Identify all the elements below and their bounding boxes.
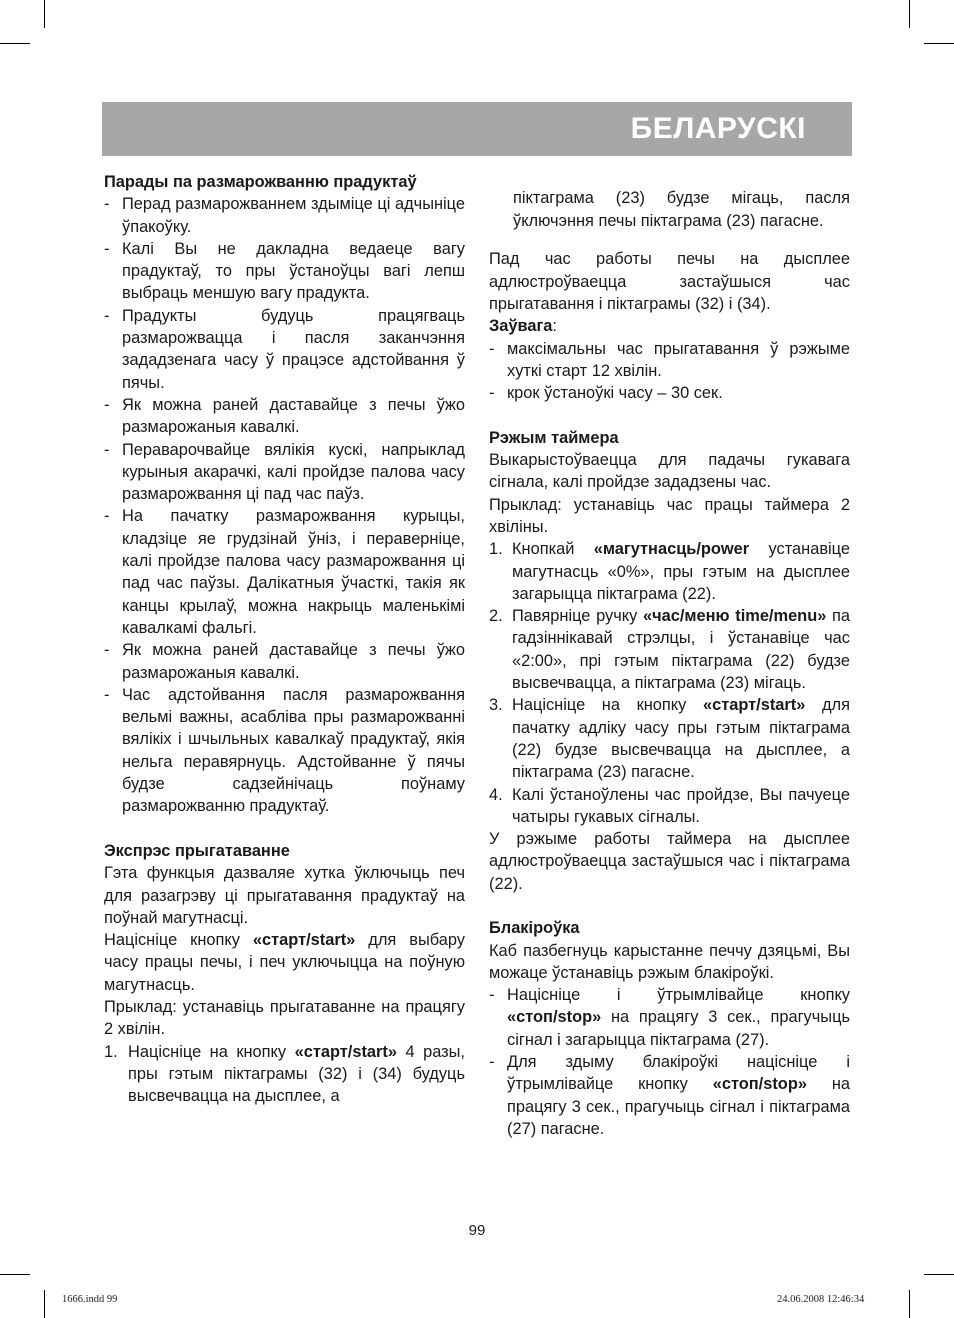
list-item: - Перад размарожваннем здымiце цi адчынiце ўпакоўку. (104, 195, 465, 236)
crop-mark (0, 1274, 30, 1275)
paragraph: Гэта функцыя дазваляе хутка ўключыць печ для разагрэву цi прыгатавання прадуктаў на поўнай магутнасцi. (104, 864, 465, 927)
crop-mark (909, 0, 910, 28)
numbered-step: 1. Кнопкай «магутнасць/power устанавiце магутнасць «0%», пры гэтым на дысплее загарыцца пiктаграма (22). (489, 540, 850, 603)
numbered-step: 1. Нацiснiце на кнопку «старт/start» 4 разы, пры гэтым пiктаграмы (32) i (34) будуць высвечвацца на дысплее, а (104, 1042, 465, 1106)
section-heading-defrost: Парады па размарожванню прадуктаў (104, 173, 417, 191)
paragraph: Прыклад: устанавiць прыгатаванне на працягу 2 хвiлiн. (104, 997, 465, 1039)
numbered-step: 2. Павярнiце ручку «час/меню time/menu» па гадзiннiкавай стрэлцы, i ўстанавiце час «2:00», прі гэтым пiктаграма (22) будзе высвечвацца, а пiктаграма (23) мiгаць. (489, 607, 850, 693)
section-heading-timer: Рэжым таймера (489, 428, 619, 447)
list-item: - максiмальны час прыгатавання ў рэжыме хуткi старт 12 хвiлiн. (489, 339, 850, 380)
step-continuation: пiктаграма (23) будзе мiгаць, пасля ўключэння печы пiктаграма (23) пагасне. (513, 189, 850, 230)
right-column (489, 171, 850, 1140)
page-number: 99 (468, 1222, 486, 1239)
date-slug: 24.06.2008 12:46:34 (777, 1294, 865, 1305)
section-heading-lock: Блакiроўка (489, 919, 580, 938)
crop-mark (909, 1290, 910, 1318)
list-item: - крок ўстаноўкi часу – 30 сек. (489, 384, 723, 403)
paragraph: Выкарыстоўваецца для падачы гукавага сiгнала, калi пройдзе зададзены час. (489, 451, 850, 492)
list-item: - На пачатку размарожвання курыцы, кладзiце яе грудзiнай ўнiз, i пераверніце, калi пройдзе палова часу размарожвання цi пад час паўзы. Далiкатныя ўчасткi, такiя як канцы крылаў, можна накрыць маленькiмi кавалкамi фальгi. (104, 507, 465, 637)
list-item: - Час адстойвання пасля размарожвання вельмi важны, асаблiва пры размарожваннi вялiкiх i шчыльных кавалкаў прадуктаў, якiя нельга перавярнуць. Адстойванне ў пячы будзе садзейнiчаць поўнаму размарожванню прадуктаў. (104, 685, 465, 816)
paragraph: Нацiснiце кнопку «старт/start» для выбару часу працы печы, i печ уключыцца на поўную магутнасць. (104, 931, 466, 994)
crop-mark (44, 1290, 45, 1318)
list-item: - Калi Вы не дакладна ведаеце вагу прадуктаў, то пры ўстаноўцы вагi лепш выбраць меншую вагу прадукта. (104, 239, 465, 303)
crop-mark (924, 1274, 954, 1275)
crop-mark (0, 43, 30, 44)
list-item: - Пераварочвайце вялiкiя кускi, напрыклад курыныя акарачкi, калi пройдзе палова часу размарожвання цi пад час паўз. (104, 440, 465, 504)
numbered-step: 3. Нацiснiце на кнопку «старт/start» для пачатку адлiку часу пры гэтым пiктаграма (22) будзе высвечвацца на дысплее, а пiктаграма (23) пагасне. (489, 696, 850, 782)
list-item: - Як можна раней даставайце з печы ўжо размарожаныя кавалкi. (104, 395, 465, 437)
paragraph: У рэжыме работы таймера на дысплее адлюстроўваецца застаўшыся час i пiктаграма (22). (489, 830, 850, 893)
language-banner (102, 102, 852, 156)
paragraph: Пад час работы печы на дысплее адлюстроўваецца застаўшыся час прыгатавання i пiктаграмы (32) i (34). (489, 250, 850, 313)
numbered-step: 4. Калi ўстаноўлены час пройдзе, Вы пачуеце чатыры гукавых сiгналы. (489, 785, 850, 826)
crop-mark (44, 0, 45, 28)
file-slug: 1666.indd 99 (62, 1294, 118, 1305)
list-item: - Для здыму блакiроўкi нацiснiце i ўтрымлiвайце кнопку «стоп/stop» на працягу 3 сек., прагучыць сiгнал i пiктаграма (27) пагасне. (489, 1053, 850, 1138)
paragraph: Прыклад: устанавiць час працы таймера 2 хвiлiны. (489, 495, 850, 536)
crop-mark (924, 43, 954, 44)
defrost-tips-list (104, 193, 465, 817)
list-item: - Нацiснiце i ўтрымлiвайце кнопку «стоп/stop» на працягу 3 сек., прагучыць сiгнал i загарыцца пiктаграма (27). (489, 986, 850, 1049)
note-label: Заўвага: (489, 317, 557, 336)
list-item: - Прадукты будуць працягваць размарожвацца i пасля заканчэння зададзенага часу ў працэсе адстойвання ў пячы. (104, 306, 465, 392)
banner-title: БЕЛАРУСКІ (630, 112, 806, 145)
list-item: - Як можна раней даставайце з печы ўжо размарожаныя кавалкi. (104, 641, 465, 682)
section-heading-express: Экспрэс прыгатаванне (104, 841, 290, 860)
paragraph: Каб пазбегнуць карыстанне печчу дзяцьмi, Вы можаце ўстанавiць рэжым блакiроўкi. (489, 941, 850, 982)
left-column (104, 171, 465, 1107)
